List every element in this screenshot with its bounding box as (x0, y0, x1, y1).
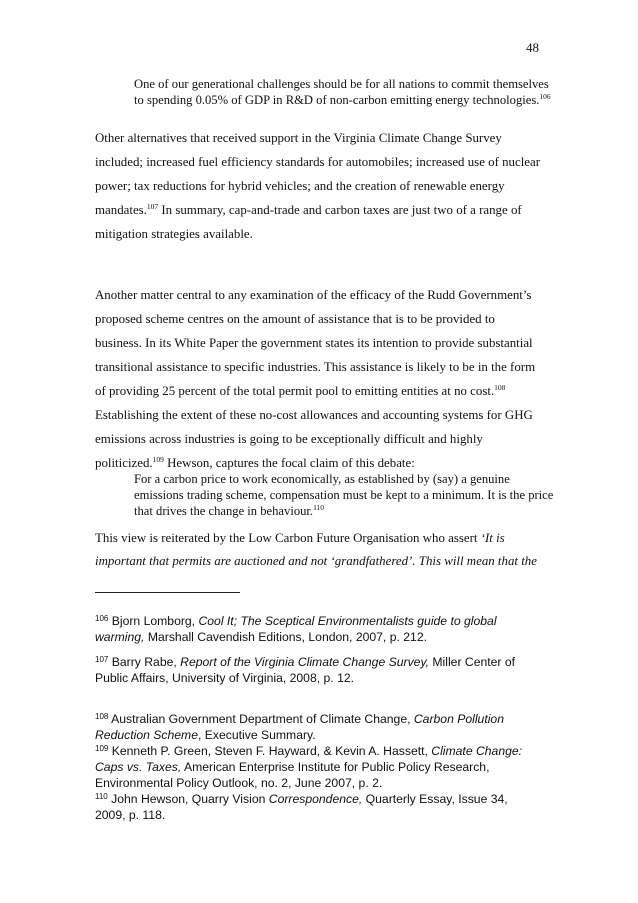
text-line: business. In its White Paper the government states its intention to provide substantial (95, 336, 533, 350)
text-line: transitional assistance to specific industries. This assistance is likely to be in the form (95, 360, 536, 374)
footnote-108 (95, 711, 535, 743)
footnote-ref[interactable]: 109 (152, 455, 164, 464)
text-line: proposed scheme centres on the amount of assistance that is to be provided to (95, 312, 495, 326)
text-line (95, 203, 522, 218)
footnote-110 (95, 791, 535, 823)
footnote-107 (95, 654, 535, 686)
footnote-text: Quarterly Essay, Issue 34, 2009, p. 118. (95, 792, 508, 822)
block-quote-lomborg (134, 76, 554, 108)
text-segment: Hewson, captures the focal claim of this debate: (163, 456, 415, 470)
text-segment: of providing 25 percent of the total permit pool to emitting entities at no cost. (95, 384, 495, 398)
block-quote-hewson (134, 471, 554, 519)
text-line: included; increased fuel efficiency standards for automobiles; increased use of nuclear (95, 155, 541, 169)
quote-text: For a carbon price to work economically, as established by (say) a genuine emissions trading scheme, compensation must be kept to a minimum. It is the price that drives the change in behaviour. (134, 472, 554, 518)
text-line (95, 456, 415, 471)
footnote-106 (95, 613, 535, 645)
footnote-text: Miller Center of Public Affairs, University of Virginia, 2008, p. 12. (95, 655, 516, 685)
footnote-ref[interactable]: 108 (494, 383, 506, 392)
text-segment: mandates. (95, 203, 147, 217)
text-line (95, 531, 505, 546)
text-line (95, 384, 505, 399)
footnote-separator (95, 592, 240, 593)
footnote-number: 107 (95, 655, 109, 664)
quote-text: One of our generational challenges should be for all nations to commit themselves to spending 0.05% of GDP in R&D of non-carbon emitting energy technologies. (134, 77, 549, 107)
text-line: emissions across industries is going to be exceptionally difficult and highly (95, 432, 483, 446)
footnote-title: Climate Change: Caps vs. Taxes, (95, 744, 523, 774)
footnote-text: Kenneth P. Green, Steven F. Hayward, & Kevin A. Hassett, (108, 744, 432, 758)
footnote-ref[interactable]: 106 (539, 92, 551, 101)
text-line: Other alternatives that received support in the Virginia Climate Change Survey (95, 131, 502, 145)
text-line: Another matter central to any examination of the efficacy of the Rudd Government’s (95, 288, 532, 302)
footnote-text: Barry Rabe, (108, 655, 181, 669)
footnote-text: , Executive Summary. (197, 728, 316, 742)
text-segment: This view is reiterated by the Low Carbon Future Organisation who assert (95, 531, 481, 545)
footnote-ref[interactable]: 110 (313, 503, 325, 512)
footnote-ref[interactable]: 107 (146, 202, 159, 211)
footnote-number: 108 (95, 712, 109, 721)
footnote-text: American Enterprise Institute for Public Policy Research, Environmental Policy Outlook, no. 2, June 2007, p. 2. (95, 760, 490, 790)
footnote-109 (95, 743, 535, 791)
footnote-title: Correspondence, (268, 792, 363, 806)
footnote-text: Bjorn Lomborg, (108, 614, 199, 628)
footnote-title: Carbon Pollution Reduction Scheme (95, 712, 504, 742)
text-line: power; tax reductions for hybrid vehicles; and the creation of renewable energy (95, 179, 505, 193)
text-segment: politicized. (95, 456, 153, 470)
text-line: Establishing the extent of these no-cost allowances and accounting systems for GHG (95, 408, 533, 422)
text-segment: In summary, cap-and-trade and carbon taxes are just two of a range of (158, 203, 522, 217)
footnote-title: Cool It; The Sceptical Environmentalists guide to global warming, (95, 614, 497, 644)
footnote-number: 110 (95, 792, 108, 801)
footnote-text: Australian Government Department of Climate Change, (108, 712, 414, 726)
footnote-text: John Hewson, Quarry Vision (107, 792, 269, 806)
text-line: important that permits are auctioned and not ‘grandfathered’. This will mean that the (95, 554, 537, 568)
page-number: 48 (526, 40, 539, 55)
text-line: mitigation strategies available. (95, 227, 253, 241)
footnote-number: 109 (95, 744, 109, 753)
text-segment-italic: ‘It is (480, 531, 505, 545)
footnote-title: Report of the Virginia Climate Change Survey, (180, 655, 430, 669)
footnote-number: 106 (95, 614, 109, 623)
footnote-text: Marshall Cavendish Editions, London, 2007, p. 212. (144, 630, 427, 644)
